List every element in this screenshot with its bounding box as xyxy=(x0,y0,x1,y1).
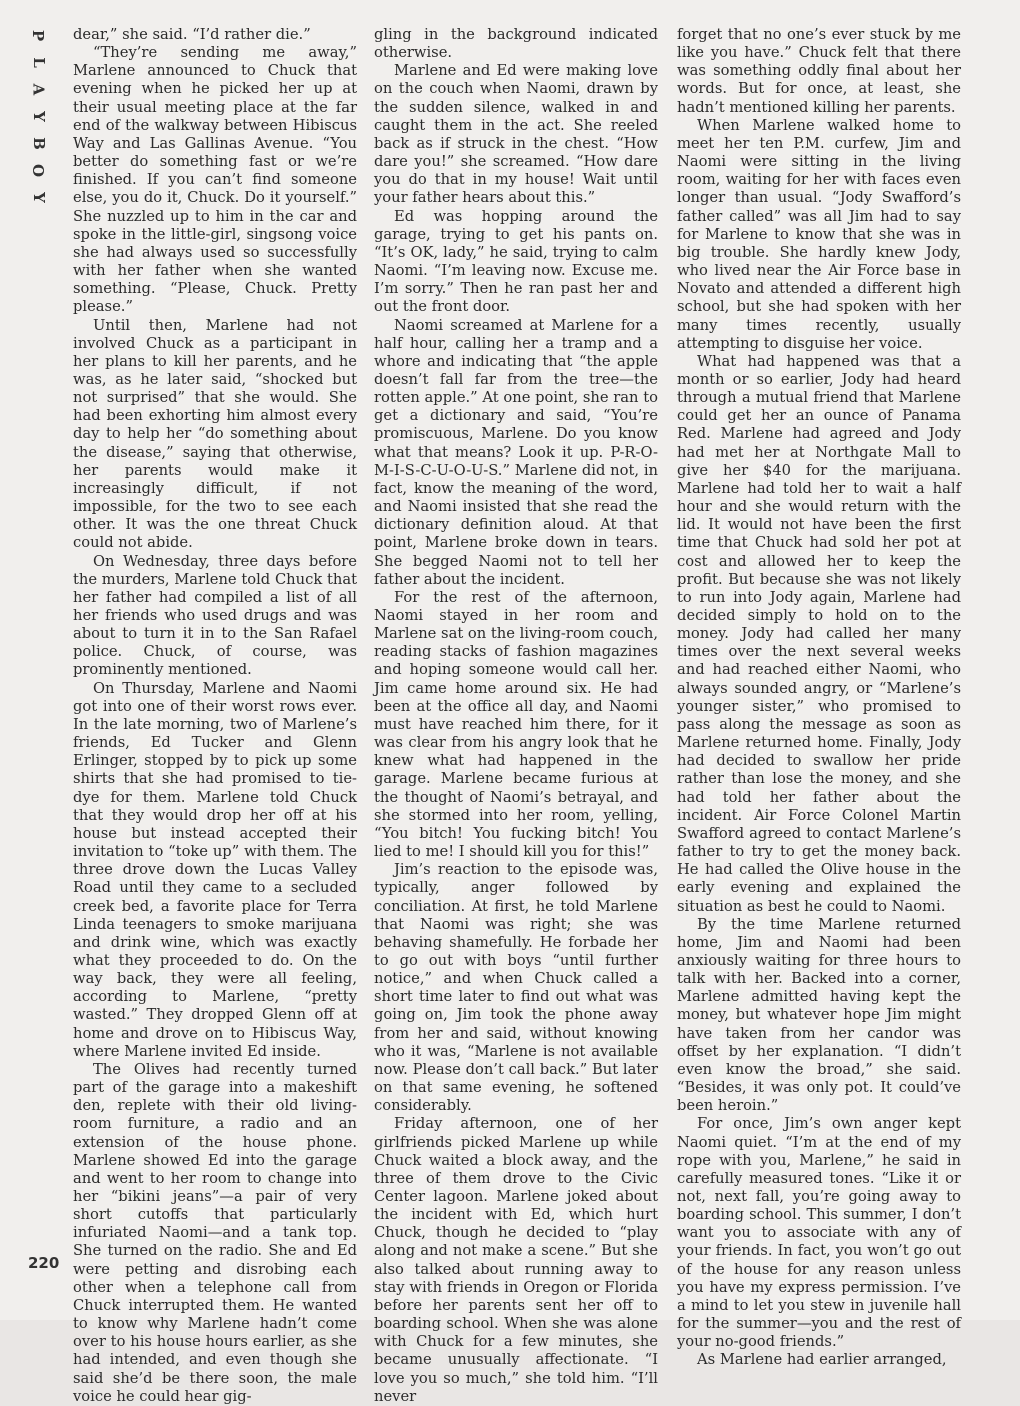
logo-letter: B xyxy=(29,137,48,150)
logo-letter: P xyxy=(29,29,48,42)
paragraph: Marlene and Ed were making love on the couch when Naomi, drawn by the sudden silence, walked in and caught them in the act. She reeled back as if struck in the chest. “How dare you!” she screamed. “How dare you do that in my house! Wait until your father hears about this.” xyxy=(374,62,658,207)
paragraph: The Olives had recently turned part of the garage into a makeshift den, replete with their old living-room furniture, a radio and an extension of the house phone. Marlene showed Ed into the garage and went to her room to change into her “bikini jeans”—a pair of very short cutoffs that particularly infuriated Naomi—and a tank top. She turned on the radio. She and Ed were petting and disrobing each other when a telephone call from Chuck interrupted them. He wanted to know why Marlene hadn’t come over to his house hours earlier, as she had intended, and even though she said she’d be there soon, the male voice he could hear gig- xyxy=(73,1060,357,1405)
paragraph: When Marlene walked home to meet her ten P.M. curfew, Jim and Naomi were sitting in the living room, waiting for her with faces even longer than usual. “Jody Swafford’s father called” was all Jim had to say for Marlene to know that she was in big trouble. She hardly knew Jody, who lived near the Air Force base in Novato and attended a different high school, but she had spoken with her many times recently, usually attempting to disguise her voice. xyxy=(677,116,961,352)
paragraph: “They’re sending me away,” Marlene announced to Chuck that evening when he picked her up at their usual meeting place at the far end of the walkway between Hibiscus Way and Las Gallinas Avenue. “You better do something fast or we’re finished. If you can’t find someone else, you do it, Chuck. Do it yourself.” She nuzzled up to him in the car and spoke in the little-girl, singsong voice she had always used so successfully with her father when she wanted something. “Please, Chuck. Pretty please.” xyxy=(73,44,357,316)
logo-letter: L xyxy=(29,57,48,68)
playboy-vertical-logo xyxy=(28,28,48,205)
logo-letter: Y xyxy=(29,192,48,203)
paragraph: As Marlene had earlier arranged, xyxy=(697,1351,947,1369)
paragraph: Jim’s reaction to the episode was, typically, anger followed by conciliation. At first, he told Marlene that Naomi was right; she was behaving shamefully. He forbade her to go out with boys “until further notice,” and when Chuck called a short time later to find out what was going on, Jim took the phone away from her and said, without knowing who it was, “Marlene is not available now. Please don’t call back.” But later on that same evening, he softened considerably. xyxy=(374,861,658,1115)
logo-letter: A xyxy=(29,83,48,96)
paragraph: forget that no one’s ever stuck by me like you have.” Chuck felt that there was something oddly final about her words. But for once, at least, she hadn’t mentioned killing her parents. xyxy=(677,26,961,116)
logo-letter: O xyxy=(29,163,48,178)
paragraph: By the time Marlene returned home, Jim and Naomi had been anxiously waiting for three hours to talk with her. Backed into a corner, Marlene admitted having kept the money, but whatever hope Jim might have taken from her candor was offset by her explanation. “I didn’t even know the broad,” she said. “Besides, it was only pot. It could’ve been heroin.” xyxy=(677,915,961,1115)
paragraph: What had happened was that a month or so earlier, Jody had heard through a mutual friend that Marlene could get her an ounce of Panama Red. Marlene had agreed and Jody had met her at Northgate Mall to give her $40 for the marijuana. Marlene had told her to wait a half hour and she would return with the lid. It would not have been the first time that Chuck had sold her pot at cost and allowed her to keep the profit. But because she was not likely to run into Jody again, Marlene had decided simply to hold on to the money. Jody had called her many times over the next several weeks and had reached either Naomi, who always sounded angry, or “Marlene’s younger sister,” who promised to pass along the message as soon as Marlene returned home. Finally, Jody had decided to swallow her pride rather than lose the money, and she had told her father about the incident. Air Force Colonel Martin Swafford agreed to contact Marlene’s father to try to get the money back. He had called the Olive house in the early evening and explained the situation as best he could to Naomi. xyxy=(677,352,961,915)
text-column-1 xyxy=(73,26,357,1405)
paragraph: For once, Jim’s own anger kept Naomi quiet. “I’m at the end of my rope with you, Marlene,” he said in carefully measured tones. “Like it or not, next fall, you’re going away to boarding school. This summer, I don’t want you to associate with any of your friends. In fact, you won’t go out of the house for any reason unless you have my express permission. I’ve a mind to let you stew in juvenile hall for the summer—you and the rest of your no-good friends.” xyxy=(677,1115,961,1351)
paragraph: Friday afternoon, one of her girlfriends picked Marlene up while Chuck waited a block away, and the three of them drove to the Civic Center lagoon. Marlene joked about the incident with Ed, which hurt Chuck, though he decided to “play along and not make a scene.” But she also talked about running away to stay with friends in Oregon or Florida before her parents sent her off to boarding school. When she was alone with Chuck for a few minutes, she became unusually affectionate. “I love you so much,” she told him. “I’ll never xyxy=(374,1115,658,1405)
paragraph: For the rest of the afternoon, Naomi stayed in her room and Marlene sat on the living-room couch, reading stacks of fashion magazines and hoping someone would call her. Jim came home around six. He had been at the office all day, and Naomi must have reached him there, for it was clear from his angry look that he knew what had happened in the garage. Marlene became furious at the thought of Naomi’s betrayal, and she stormed into her room, yelling, “You bitch! You fucking bitch! You lied to me! I should kill you for this!” xyxy=(374,588,658,861)
paragraph: On Thursday, Marlene and Naomi got into one of their worst rows ever. In the late morning, two of Marlene’s friends, Ed Tucker and Glenn Erlinger, stopped by to pick up some shirts that she had promised to tie-dye for them. Marlene told Chuck that they would drop her off at his house but instead accepted their invitation to “toke up” with them. The three drove down the Lucas Valley Road until they came to a secluded creek bed, a favorite place for Terra Linda teenagers to smoke marijuana and drink wine, which was exactly what they proceeded to do. On the way back, they were all feeling, according to Marlene, “pretty wasted.” They dropped Glenn off at home and drove on to Hibiscus Way, where Marlene invited Ed inside. xyxy=(73,679,357,1060)
logo-letter: Y xyxy=(29,111,48,122)
page-number: 220 xyxy=(28,1254,60,1272)
paragraph: Until then, Marlene had not involved Chuck as a participant in her plans to kill her parents, and he was, as he later said, “shocked but not surprised” that she would. She had been exhorting him almost every day to help her “do something about the disease,” saying that otherwise, her parents would make it increasingly difficult, if not impossible, for the two to see each other. It was the one threat Chuck could not abide. xyxy=(73,316,357,552)
paragraph: dear,” she said. “I’d rather die.” xyxy=(73,26,311,43)
paragraph: On Wednesday, three days before the murders, Marlene told Chuck that her father had compiled a list of all her friends who used drugs and was about to turn it in to the San Rafael police. Chuck, of course, was prominently mentioned. xyxy=(73,552,357,679)
text-column-3 xyxy=(677,26,961,1369)
text-column-2 xyxy=(374,26,658,1405)
paragraph: Naomi screamed at Marlene for a half hour, calling her a tramp and a whore and indicating that “the apple doesn’t fall far from the tree—the rotten apple.” At one point, she ran to get a dictionary and said, “You’re promiscuous, Marlene. Do you know what that means? Look it up. P-R-O-M-I-S-C-U-O-U-S.” Marlene did not, in fact, know the meaning of the word, and Naomi insisted that she read the dictionary definition aloud. At that point, Marlene broke down in tears. She begged Naomi not to tell her father about the incident. xyxy=(374,316,658,588)
paragraph: Ed was hopping around the garage, trying to get his pants on. “It’s OK, lady,” he said, trying to calm Naomi. “I’m leaving now. Excuse me. I’m sorry.” Then he ran past her and out the front door. xyxy=(374,207,658,316)
paragraph: gling in the background indicated otherwise. xyxy=(374,26,658,62)
